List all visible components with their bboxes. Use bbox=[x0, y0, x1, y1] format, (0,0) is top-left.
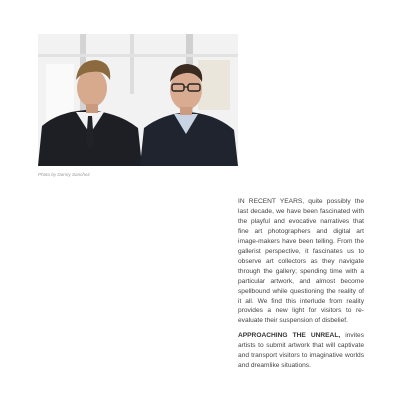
photo-caption: Photo by Danny Sanchez bbox=[38, 172, 90, 177]
article-body bbox=[238, 197, 364, 375]
paragraph-2-lead: APPROACHING THE UNREAL, bbox=[238, 331, 341, 339]
paragraph-2-text: invites artists to submit artwork that will captivate and transport visitors to imaginative worlds and dreamlike situations. bbox=[238, 331, 364, 369]
gallery-photo bbox=[38, 34, 238, 166]
paragraph-2 bbox=[238, 331, 364, 371]
paragraph-1-text: quite possibly the last decade, we have been fascinated with the playful and evocative narratives that fine art photographers and digital art image-makers have been telling. From the gallerist perspective, it fascinates us to observe art collectors as they navigate through the gallery; spending time with a particular artwork, and almost become spellbound while questioning the reality of it all. We find this interlude from reality provides a new light for visitors to re-evaluate their suspension of disbelief. bbox=[238, 198, 364, 325]
paragraph-1 bbox=[238, 197, 364, 326]
paragraph-1-lead: IN RECENT YEARS, bbox=[238, 198, 305, 205]
